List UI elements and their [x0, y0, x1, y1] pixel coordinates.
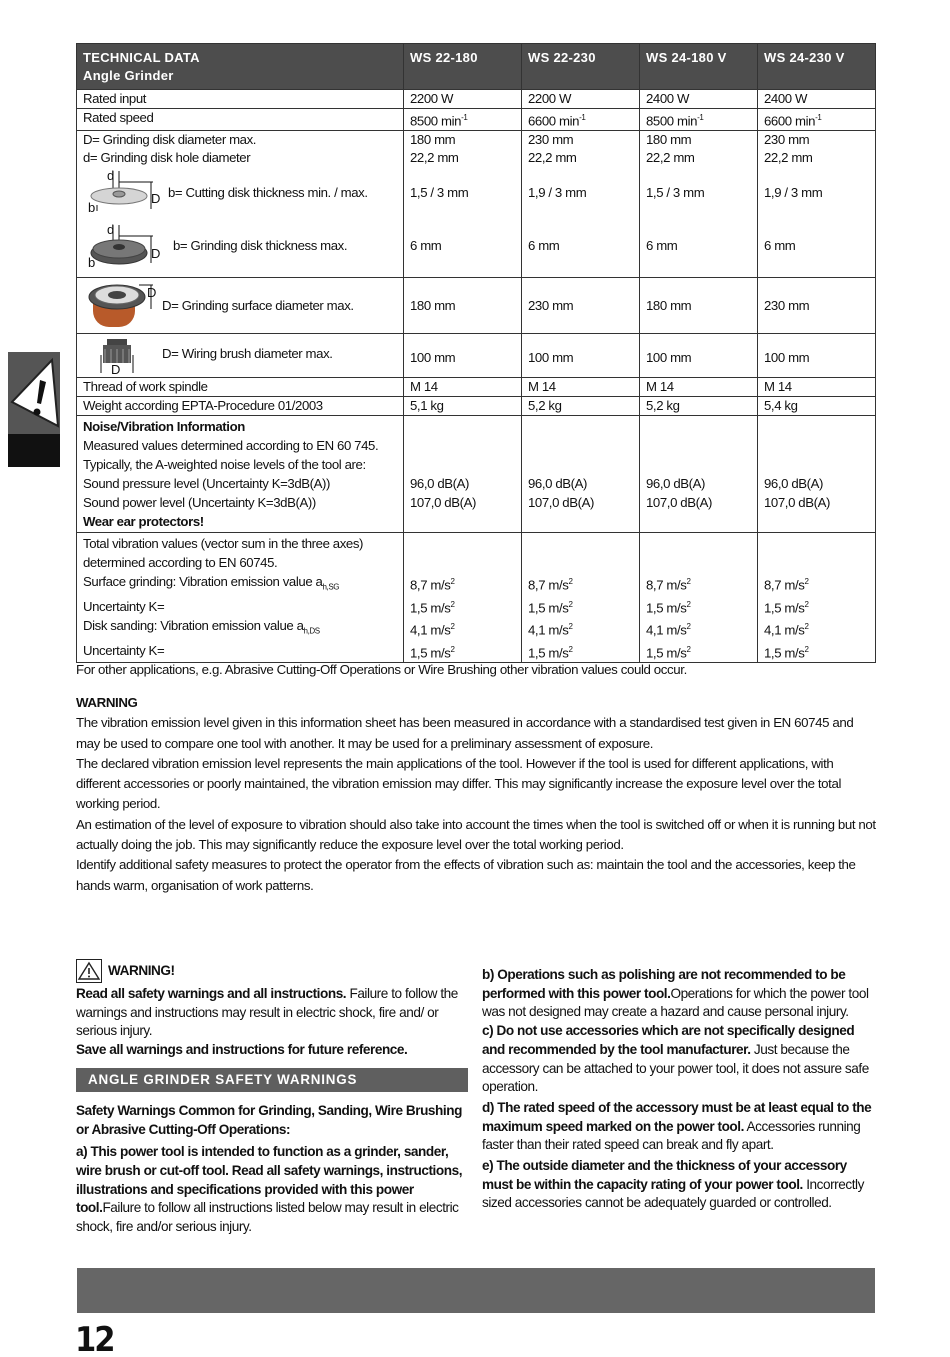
- vibration-value: 8,7 $m/s^2$: [528, 577, 573, 593]
- footer-bar: [77, 1268, 875, 1313]
- model-header: WS 22-230: [522, 44, 640, 90]
- vibration-warning-block: WARNING The vibration emission level given in this information sheet has been measured in accordance with a standardised test given in EN 60745 and may be used to compare one tool with another. It may be used for a preliminary assessment of exposure. The declared vibration emission level represents the main applications of the tool. However if the tool is used for different applications, with different accessories or poorly maintained, the vibration emission may differ. This may significantly increase the exposure level over the total working period. An estimation of the level of exposure to vibration should also take into account the times when the tool is switched off or when it is running but not actually doing the job. This may significantly reduce the exposure level over the total working period. Identify additional safety measures to protect the operator from the effects of vibration such as: maintain the tool and the accessories, keep the hands warm, organisation of work patterns.: [76, 695, 876, 893]
- wire-brush-icon: [95, 335, 155, 377]
- vibration-value: 1,5 $m/s^2$: [764, 599, 809, 616]
- svg-text:D: D: [151, 246, 160, 262]
- svg-text:d: d: [107, 223, 114, 238]
- svg-text:d: d: [107, 168, 114, 184]
- cutting-disk-icon: [83, 167, 167, 223]
- table-row: Rated speed 8500 $\min^{-1}$ 6600 $\min^{-1}$ 8500 $\min^{-1}$ 6600 $\min^{-1}$: [77, 109, 876, 131]
- grinding-disk-icon: [83, 223, 167, 275]
- vibration-value: 4,1 $m/s^2$: [410, 622, 455, 638]
- model-header: WS 22-180: [404, 44, 522, 90]
- table-row-noise: Noise/Vibration Information Measured values determined according to EN 60 745. Typically, the A-weighted noise levels of the tool are: Sound pressure level (Uncertainty K=3dB(A)) Sound power level (Uncertainty K=3dB(A)) Wear ear protectors! 96,0 dB(A) 107,0 dB(A) 96,0 dB(A) 107,0 dB(A) 96,0 dB(A) 107,0 dB(A) 96,0 dB(A) 107,0 dB(A): [77, 416, 876, 533]
- model-header: WS 24-230 V: [758, 44, 876, 90]
- right-column: b) Operations such as polishing are not recommended to be performed with this power tool.Operations for which the power tool was not designed may create a hazard and cause personal injury. c) Do not use accessories which are not specifically designed and recommended by the tool manufacturer. Just because the accessory can be attached to your power tool, it does not assure safe operation. d) The rated speed of the accessory must be at least equal to the maximum speed marked on the power tool. Accessories running faster than their rated speed can break and fly apart. e) The outside diameter and the thickness of your accessory must be within the capacity rating of your power tool. Incorrectly sized accessories cannot be adequately guarded or controlled.: [482, 967, 872, 1211]
- vibration-value: 1,5 $m/s^2$: [646, 599, 691, 616]
- vibration-value: 1,5 $m/s^2$: [646, 644, 691, 660]
- vibration-value: 1,5 $m/s^2$: [528, 599, 573, 616]
- page-number: 12: [75, 1320, 114, 1357]
- svg-text:b: b: [88, 200, 95, 216]
- vibration-value: 1,5 $m/s^2$: [410, 644, 455, 660]
- vibration-value: 1,5 $m/s^2$: [764, 644, 809, 660]
- vibration-value: 1,5 $m/s^2$: [528, 644, 573, 660]
- section-heading: ANGLE GRINDER SAFETY WARNINGS: [76, 1068, 468, 1092]
- grinding-disk-row: d b D b= Grinding disk thickness max.: [83, 223, 397, 275]
- left-column: WARNING! Read all safety warnings and all instructions. Failure to follow the warnings and instructions may result in electric shock, fire and/ or serious injury. Save all warnings and instructions for future reference. ANGLE GRINDER SAFETY WARNINGS Safety Warnings Common for Grinding, Sanding, Wire Brushing or Abrasive Cutting-Off Operations: a) This power tool is intended to function as a grinder, sander, wire brush or cut-off tool. Read all safety warnings, instructions, illustrations and specifications provided with this power tool.Failure to follow all instructions listed below may result in electric shock, fire and/or serious injury.: [76, 959, 468, 1237]
- svg-text:D: D: [147, 285, 156, 301]
- cutting-disk-row: d b D b= Cutting disk thickness min. / max.: [83, 167, 397, 223]
- model-header: WS 24-180 V: [640, 44, 758, 90]
- table-row: D D= Grinding surface diameter max. 180 mm 230 mm 180 mm 230 mm: [77, 278, 876, 334]
- table-title: TECHNICAL DATA Angle Grinder: [77, 44, 404, 90]
- table-row: D D= Wiring brush diameter max. 100 mm 100 mm 100 mm 100 mm: [77, 334, 876, 378]
- warning-heading: WARNING!: [76, 959, 468, 983]
- table-row: Weight according EPTA-Procedure 01/2003 5,1 kg 5,2 kg 5,2 kg 5,4 kg: [77, 397, 876, 416]
- grinding-surface-icon: [83, 279, 163, 333]
- vibration-value: 4,1 $m/s^2$: [764, 622, 809, 638]
- technical-data-table: [76, 43, 876, 663]
- vibration-value: 8,7 $m/s^2$: [764, 577, 809, 593]
- warning-side-tab: [8, 352, 60, 467]
- table-row: Rated input 2200 W 2200 W 2400 W 2400 W: [77, 90, 876, 109]
- warning-triangle-icon: [8, 352, 60, 434]
- svg-text:b: b: [88, 255, 95, 271]
- vibration-value: 4,1 $m/s^2$: [528, 622, 573, 638]
- vibration-note: For other applications, e.g. Abrasive Cutting-Off Operations or Wire Brushing other vibration values could occur.: [76, 662, 687, 677]
- vibration-value: 1,5 $m/s^2$: [410, 599, 455, 616]
- svg-text:D: D: [151, 191, 160, 207]
- table-row: Thread of work spindle M 14 M 14 M 14 M 14: [77, 378, 876, 397]
- vibration-value: 8,7 $m/s^2$: [410, 577, 455, 593]
- warning-icon: [76, 959, 102, 983]
- vibration-value: 4,1 $m/s^2$: [646, 622, 691, 638]
- table-row-disk-block: D= Grinding disk diameter max. d= Grinding disk hole diameter d b D b= Cutting disk thickness min. / max. d b D b= Grinding disk thickness max. 180 mm 22,2 mm 1,5 / 3 mm 6 mm 230 mm 22,2 mm 1,9 / 3 mm 6 mm 180 mm 22,2 mm 1,5 / 3 mm 6 mm 230 mm 22,2 mm 1,9 / 3 mm 6 mm: [77, 131, 876, 278]
- table-header-row: [77, 44, 876, 90]
- table-row-vibration: Total vibration values (vector sum in the three axes) determined according to EN 60745. Surface grinding: Vibration emission value $a_{h,SG}$ Uncertainty K= Disk sanding: Vibration emission value $a_{h,DS}$ Uncertainty K= 8,7 $m/s^2$ 1,5 $m/s^2$ 4,1 $m/s^2$ 1,5 $m/s^2$ 8,7 $m/s^2$ 1,5 $m/s^2$ 4,1 $m/s^2$ 1,5 $m/s^2$ 8,7 $m/s^2$ 1,5 $m/s^2$ 4,1 $m/s^2$ 1,5 $m/s^2$ 8,7 $m/s^2$ 1,5 $m/s^2$ 4,1 $m/s^2$ 1,5 $m/s^2$: [77, 533, 876, 663]
- vibration-value: 8,7 $m/s^2$: [646, 577, 691, 593]
- svg-text:D: D: [111, 362, 120, 378]
